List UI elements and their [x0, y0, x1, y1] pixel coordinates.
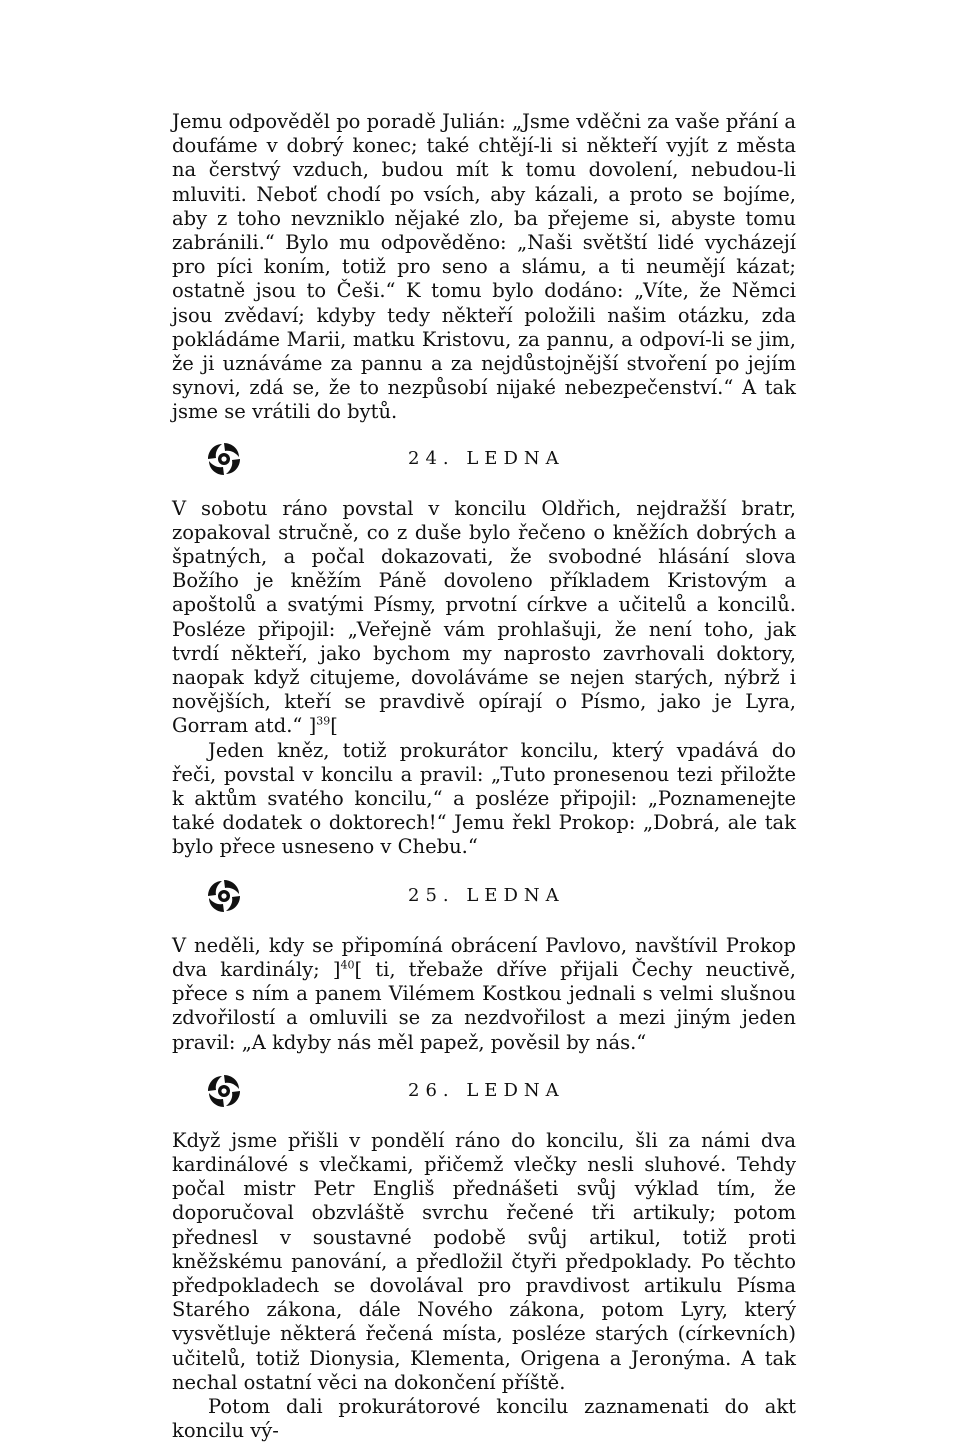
footnote-ref-40: 40 [340, 958, 355, 972]
paragraph-julian-reply: Jemu odpověděl po poradě Julián: „Jsme vděčni za vaše přání a doufáme v dobrý konec; také chtějí-li si někteří vyjít z města na čerstvý vzduch, budou mít k tomu dovolení, nebudou-li mluviti. Neboť chodí po vsích, aby kázali, a proto se bojíme, aby z toho nevzniklo nějaké zlo, ba přejeme si, abyste tomu zabránili.“ Bylo mu odpověděno: „Naši světští lidé vycházejí pro píci koním, totiž pro seno a slámu, a ti neumějí kázat; ostatně jsou to Češi.“ K tomu bylo dodáno: „Víte, že Němci jsou zvědaví; kdyby tedy někteří položili našim otázku, zda pokládáme Marii, matku Kristovu, za pannu, a odpoví-li se jim, že ji uznáváme za pannu a za nejdůstojnější stvoření po jejím synovi, zdá se, že to nezpůsobí nijaké nebezpečenství.“ A tak jsme se vrátili do bytů. [172, 110, 796, 424]
paragraph-prokuratori: Potom dali prokurátorové koncilu zaznamenati do akt koncilu vý- [172, 1394, 796, 1443]
section-date-title: 25. LEDNA [408, 884, 565, 906]
document-page [172, 110, 796, 1443]
section-date-title: 26. LEDNA [408, 1079, 565, 1101]
section-date-title: 24. LEDNA [408, 447, 565, 469]
paragraph-pavlovo-text: V neděli, kdy se připomíná obrácení Pavlovo, navštívil Prokop dva kardinály; ] [172, 933, 796, 981]
swirl-ornament-icon [206, 441, 242, 477]
footnote-ref-39: 39 [316, 714, 331, 728]
swirl-ornament-icon [206, 878, 242, 914]
paragraph-oldrich-text: V sobotu ráno povstal v koncilu Oldřich, nejdražší bratr, zopakoval stručně, co z duše bylo řečeno o kněžích dobrých a špatných, a počal dokazovati, že svobodné hlásání slova Božího je kněžím Páně dovoleno příkladem Kristovým a apoštolů a svatými Písmy, prvotní církve a učitelů a koncilů. Posléze připojil: „Veřejně vám prohlašuji, že není toho, jak tvrdí někteří, jako bychom my naprosto zavrhovali doktory, naopak když citujeme, dovoláváme se nejen starých, nýbrž i novějších, kteří se pravdivě opírají o Písmo, jako je Lyra, Gorram atd.“ ] [172, 496, 796, 738]
section-header-24 [172, 439, 796, 483]
section-header-26 [172, 1071, 796, 1115]
paragraph-pavlovo-tail: [ ti, třebaže dříve přijali Čechy neuctivě, přece s ním a panem Vilémem Kostkou jednali s velmi slušnou zdvořilostí a omluvili se za nezdvořilost a mezi jiným jeden pravil: „A kdyby nás měl papež, pověsil by nás.“ [172, 957, 796, 1054]
section-header-25 [172, 876, 796, 920]
paragraph-englis: Když jsme přišli v pondělí ráno do koncilu, šli za námi dva kardinálové s vlečkami, přičemž vlečky nesli sluhové. Tehdy počal mistr Petr Engliš přednášeti svůj výklad tím, že doporučoval obzvláště svrchu řečené tři artikuly; potom přednesl v soustavné podobě svůj artikul, totiž proti kněžskému panování, a předložil čtyři předpoklady. Po těchto předpokladech se dovolával pro pravdivost artikulu Písma Starého zákona, dále Nového zákona, potom Lyry, který vysvětluje některá řečená místa, posléze starých (církevních) učitelů, totiž Dionysia, Klementa, Origena a Jeronýma. A tak nechal ostatní věci na dokončení příště. [172, 1128, 796, 1394]
paragraph-pavlovo [172, 934, 796, 1055]
paragraph-oldrich [172, 497, 796, 739]
swirl-ornament-icon [206, 1073, 242, 1109]
paragraph-prokurator: Jeden kněz, totiž prokurátor koncilu, který vpadává do řeči, povstal v koncilu a pravil: „Tuto pronesenou tezi přiložte k aktům svatého koncilu,“ a posléze připojil: „Poznamenejte také dodatek o doktorech!“ Jemu řekl Prokop: „Dobrá, ale tak bylo přece usneseno v Chebu.“ [172, 738, 796, 859]
paragraph-oldrich-tail: [ [330, 714, 338, 738]
